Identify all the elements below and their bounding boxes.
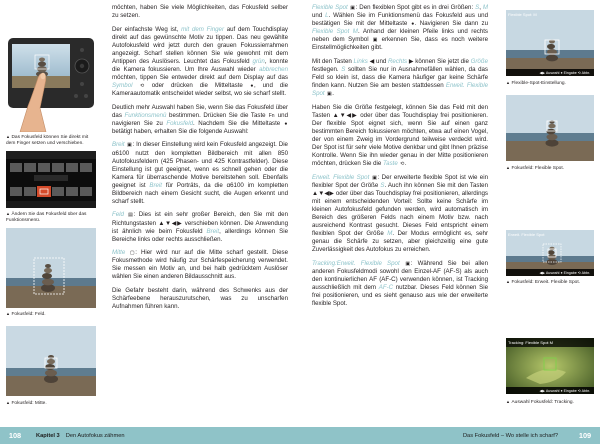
highlighted-term: Fokusfeld	[166, 119, 193, 127]
caption-menu: ▲ Ändern Sie das Fokusfeld über das Funktionsmenü.	[6, 211, 87, 224]
body-paragraph	[112, 4, 288, 20]
highlighted-term: Breit	[112, 141, 125, 149]
body-paragraph	[112, 104, 288, 136]
caption-triangle-icon: ▲	[6, 311, 10, 316]
highlighted-term: Flexible Spot	[312, 4, 348, 11]
highlighted-term: Erweit. Flexible Spot	[312, 173, 370, 181]
caption-triangle-icon: ▲	[506, 80, 510, 85]
mitte-photo	[6, 326, 96, 396]
text-run: und	[312, 12, 326, 20]
page-number-left: 108	[8, 431, 22, 440]
text-run: : Während Sie bei allen anderen Fokusfeldmodi sowohl den Einzel-AF (AF-S) als auch den kontinuierlichen AF (AF-C) verwenden können, ist Tracking ausschließlich mit dem	[312, 259, 488, 291]
text-run: : Der erweiterte flexible Spot ist wie ein flexibler Spot der Größe	[312, 173, 488, 189]
chapter-label: Kapitel 3	[36, 432, 60, 439]
left-text-column	[112, 4, 288, 311]
text-run: : In dieser Einstellung wird kein Fokusfeld angezeigt. Die α6100 nutzt den kompletten Bildbereich mit allen 850 Autofokusfeldern (425 Phasen- und 425 Kontrastfelder). Diese Einstellung ist gut geeignet, wenn es schnell gehen oder die Kamera für überraschende Motive bereitstehen soll. Ebenfalls geeignet ist	[112, 141, 288, 189]
caption-feld: ▲ Fokusfeld: Feld.	[6, 311, 46, 317]
inline-symbol-icon: ▣	[372, 37, 378, 44]
inline-symbol-icon: ▢	[129, 250, 135, 257]
inline-symbol-icon: ⟲	[140, 83, 145, 90]
text-run: Haben Sie die Größe festgelegt, können Sie das Feld mit den Tasten ▲▼◀▶ oder über das Touchdisplay frei positionieren. Der flexible Spot eignet sich, wenn Sie auf einen ganz bestimmten Bereich fokussieren möchten, etwa auf einen Vogel, der von einem Zweig im Vordergrund teilweise verdeckt wird. Der Spot ist für sehr viele Motive denkbar und gibt Ihnen präzise Kontrolle. Wenn Sie ihn wieder genau in der Mitte positionieren möchten, drücken Sie die	[312, 103, 488, 168]
text-run: . Nachdem Sie die Mitteltaste	[192, 119, 284, 127]
mitte-figure	[6, 326, 96, 396]
inline-symbol-icon: ●	[284, 120, 288, 127]
text-run: . Auch ihn können Sie mit den Tasten ▲▼◀▶ oder über das Touchdisplay frei positionieren, allerdings mit einem entscheidenden Vorteil: Sollte keine Schärfe im kleinen Autofokusfeld gefunden werden, wird automatisch im Bereich des größeren Felds nach einem Motiv bzw. nach ausreichend Kontrast gesucht. Dieses Feld entspricht einem flexiblen Spot der Größe	[312, 181, 488, 237]
highlighted-term: Mitte	[112, 249, 126, 257]
text-run: und navigieren Sie zu	[112, 111, 289, 127]
inline-symbol-icon: Fn	[268, 112, 275, 119]
chapter-title: Den Autofokus zähmen	[65, 432, 125, 439]
flex-spot-photo	[506, 95, 594, 161]
inline-symbol-icon: ▣	[127, 142, 132, 149]
flex-spot-figure	[506, 95, 594, 161]
body-paragraph	[312, 174, 488, 254]
highlighted-term: Größe	[470, 57, 488, 65]
caption-camera: ▲ Das Fokusfeld können Sie direkt mit dem Finger setzen und verschieben.	[6, 134, 89, 147]
text-run: . Anhand der kleinen Pfeile links und rechts neben dem Symbol	[312, 28, 488, 44]
footer-right	[300, 427, 600, 444]
body-paragraph	[312, 104, 488, 168]
inline-symbol-icon: ▣	[372, 174, 377, 181]
highlighted-term: Symbol	[112, 82, 133, 90]
camera-touch-illustration	[6, 8, 96, 132]
text-run: möchten, tippen Sie entweder direkt auf dem Display auf das	[112, 73, 288, 81]
text-run: sollten Sie nur in Ausnahmefällen wählen, da das Feld so klein ist, dass die Kamera häufiger gar keine Schärfe finden kann. Nutzen Sie am besten stattdessen	[312, 65, 488, 90]
text-run	[132, 82, 139, 89]
text-run: für Porträts, da die α6100 im kompletten Bildbereich nach einem Gesicht sucht, die Augen erkennt und scharf stellt.	[112, 181, 288, 205]
highlighted-term: Taste	[383, 160, 398, 168]
text-run: . Navigieren Sie dann zu	[414, 20, 488, 28]
text-run: Deutlich mehr Auswahl haben Sie, wenn Sie das Fokusfeld über das	[112, 103, 288, 119]
feld-figure	[6, 228, 96, 308]
text-run: : Hier wird nur auf die Mitte scharf gestellt. Diese Fokusmethode wird häufig zur Schärfespeicherung verwendet. Sie messen ein Motiv an, und bei halb gedrücktem Auslöser wählen Sie einen anderen Bildausschnitt aus.	[112, 249, 288, 281]
feld-photo	[6, 228, 96, 308]
highlighted-term: M	[387, 230, 393, 237]
highlighted-term: L	[325, 12, 329, 20]
footer-left	[0, 427, 300, 444]
text-run: : Dies ist ein sehr großer Bereich, den Sie mit den Richtungstasten ▲▼◀▶ verschieben können. Die Anwendung ist ähnlich wie beim Fokusfeld	[112, 211, 288, 235]
flex-setting-screen	[506, 10, 594, 76]
page-number-right: 109	[578, 431, 592, 440]
highlighted-term: Breit	[149, 181, 163, 189]
text-run: .	[332, 90, 334, 98]
right-text-column	[312, 4, 488, 308]
highlighted-term: Links	[353, 57, 368, 65]
inline-symbol-icon: ▣	[326, 91, 332, 98]
caption-triangle-icon: ▲	[6, 400, 10, 405]
body-paragraph	[112, 249, 288, 281]
highlighted-term: abbrechen	[258, 65, 288, 73]
flex-setting-figure	[506, 10, 594, 76]
function-menu-screen	[6, 151, 96, 208]
caption-flex-spot: ▲ Fokusfeld: Flexible Spot.	[506, 165, 564, 171]
text-run: : Den flexiblen Spot gibt es in drei Größen:	[355, 4, 476, 11]
highlighted-term: mit dem Finger	[181, 25, 225, 33]
erweit-title: Erweit. Flexible Spot	[508, 232, 545, 237]
erweit-overlay: ◀▶ Auswahl ● Eingabe ⟲ Abbr.	[506, 269, 594, 276]
text-run: oder drücken die Mitteltaste	[144, 82, 250, 90]
highlighted-term: S	[475, 4, 480, 11]
caption-erweit: ▲ Fokusfeld: Erweit. Flexible Spot.	[506, 279, 580, 285]
body-paragraph	[112, 141, 288, 205]
highlighted-term: Breit	[206, 227, 220, 235]
highlighted-term: S	[341, 65, 346, 73]
caption-triangle-icon: ▲	[506, 399, 510, 404]
inline-symbol-icon: ●	[250, 83, 254, 90]
flex-setting-overlay: ◀▶ Auswahl ● Eingabe ⟲ Abbr.	[506, 69, 594, 76]
text-run: . Der Modus ermöglicht es, sehr genau die Schärfe zu setzen, aber gleichzeitig eine gute Zuverlässigkeit des Autofokus zu erreichen.	[312, 230, 488, 254]
text-run: betätigt haben, erhalten Sie die folgende Auswahl:	[112, 127, 249, 135]
text-run: bestimmen. Drücken Sie die Taste	[166, 111, 269, 119]
running-head: Das Fokusfeld – Wo stelle ich scharf?	[462, 432, 558, 439]
highlighted-term: Funktionsmenü	[124, 111, 167, 119]
text-run: . Wählen Sie im Funktionsmenü das Fokusfeld aus und bestätigen Sie mit der Mitteltaste	[312, 12, 489, 28]
text-run: erkennen Sie, dass es noch weitere Einstellmöglichkeiten gibt.	[312, 36, 488, 52]
highlighted-term: AF-C	[378, 283, 394, 291]
highlighted-term: Feld	[112, 211, 124, 219]
highlighted-term: Erweit. Flexible Spot	[312, 82, 488, 98]
inline-symbol-icon: ▣	[350, 5, 356, 11]
function-menu-figure	[6, 151, 96, 208]
text-run: möchten, haben Sie viele Möglichkeiten, das Fokusfeld selber zu setzen.	[112, 4, 288, 20]
highlighted-term: Rechts	[388, 57, 408, 65]
highlighted-term: Tracking:Erweit. Flexible Spot	[312, 259, 400, 267]
body-paragraph	[312, 58, 488, 98]
text-run: nutzbar. Dieses Feld können Sie frei positionieren, und es sieht genauso aus wie der erweiterte flexible Spot.	[312, 283, 488, 307]
text-run: ◀ und	[367, 57, 388, 65]
camera-touch-figure	[6, 8, 96, 132]
caption-tracking: ▲ Auswahl Fokusfeld: Tracking.	[506, 399, 574, 405]
body-paragraph	[112, 287, 288, 311]
right-page	[300, 0, 600, 444]
tracking-title: Tracking: Flexible Spot M	[508, 340, 553, 345]
highlighted-term: S	[380, 181, 385, 189]
text-run: .	[404, 160, 407, 168]
text-run: Mit den Tasten	[312, 57, 354, 65]
caption-flex-setting: ▲ Flexible-Spot-Einstellung.	[506, 80, 566, 86]
text-run: auf dem Touchdisplay direkt auf das gewünschte Motiv zu tippen. Das neu gewählte Autofokusfeld wird jetzt durch den grauen Fokussierrahmen angezeigt. Scharf stellen können Sie wie gewohnt mit dem Antippen des Auslösers. Leuchtet das Fokusfeld	[112, 25, 288, 65]
text-run: ,	[479, 4, 483, 11]
highlighted-term: grün	[252, 57, 265, 65]
text-run: , konnte die Kamera fokussieren. Um Ihre Auswahl wieder	[112, 57, 288, 73]
inline-symbol-icon: ▤	[128, 212, 133, 219]
body-paragraph	[112, 211, 288, 243]
text-run: festlegen.	[312, 65, 342, 73]
text-run: Der einfachste Weg ist,	[112, 25, 182, 33]
inline-symbol-icon: ●	[411, 21, 415, 28]
caption-triangle-icon: ▲	[6, 211, 10, 216]
body-paragraph	[312, 4, 488, 52]
highlighted-term: M	[482, 4, 489, 11]
inline-symbol-icon: ⟲	[400, 161, 405, 168]
text-run: , und die Kameraautomatik entscheidet wieder selbst, wo sie scharf stellt.	[112, 82, 288, 98]
text-run: Die Gefahr besteht darin, während des Schwenks aus der Schärfeebene herauszurutschen, was zu unscharfen Aufnahmen führen kann.	[112, 287, 288, 311]
body-paragraph	[312, 260, 488, 308]
caption-triangle-icon: ▲	[506, 165, 510, 170]
caption-mitte: ▲ Fokusfeld: Mitte.	[6, 400, 47, 406]
tracking-screen	[506, 338, 594, 394]
inline-symbol-icon: ▣	[405, 260, 411, 267]
tracking-overlay: ◀▶ Auswahl ● Eingabe ⟲ Abbr.	[506, 387, 594, 394]
tracking-figure	[506, 338, 594, 394]
erweit-figure	[506, 230, 594, 276]
caption-triangle-icon: ▲	[6, 134, 10, 139]
text-run: , allerdings können Sie Bereiche links oder rechts ausschließen.	[112, 227, 288, 243]
caption-triangle-icon: ▲	[506, 279, 510, 284]
text-run: ▶ können Sie jetzt die	[407, 57, 471, 65]
highlighted-term: Flexible Spot M	[312, 28, 358, 36]
body-paragraph	[112, 26, 288, 98]
flex-setting-title: Flexible Spot: M	[508, 12, 537, 17]
